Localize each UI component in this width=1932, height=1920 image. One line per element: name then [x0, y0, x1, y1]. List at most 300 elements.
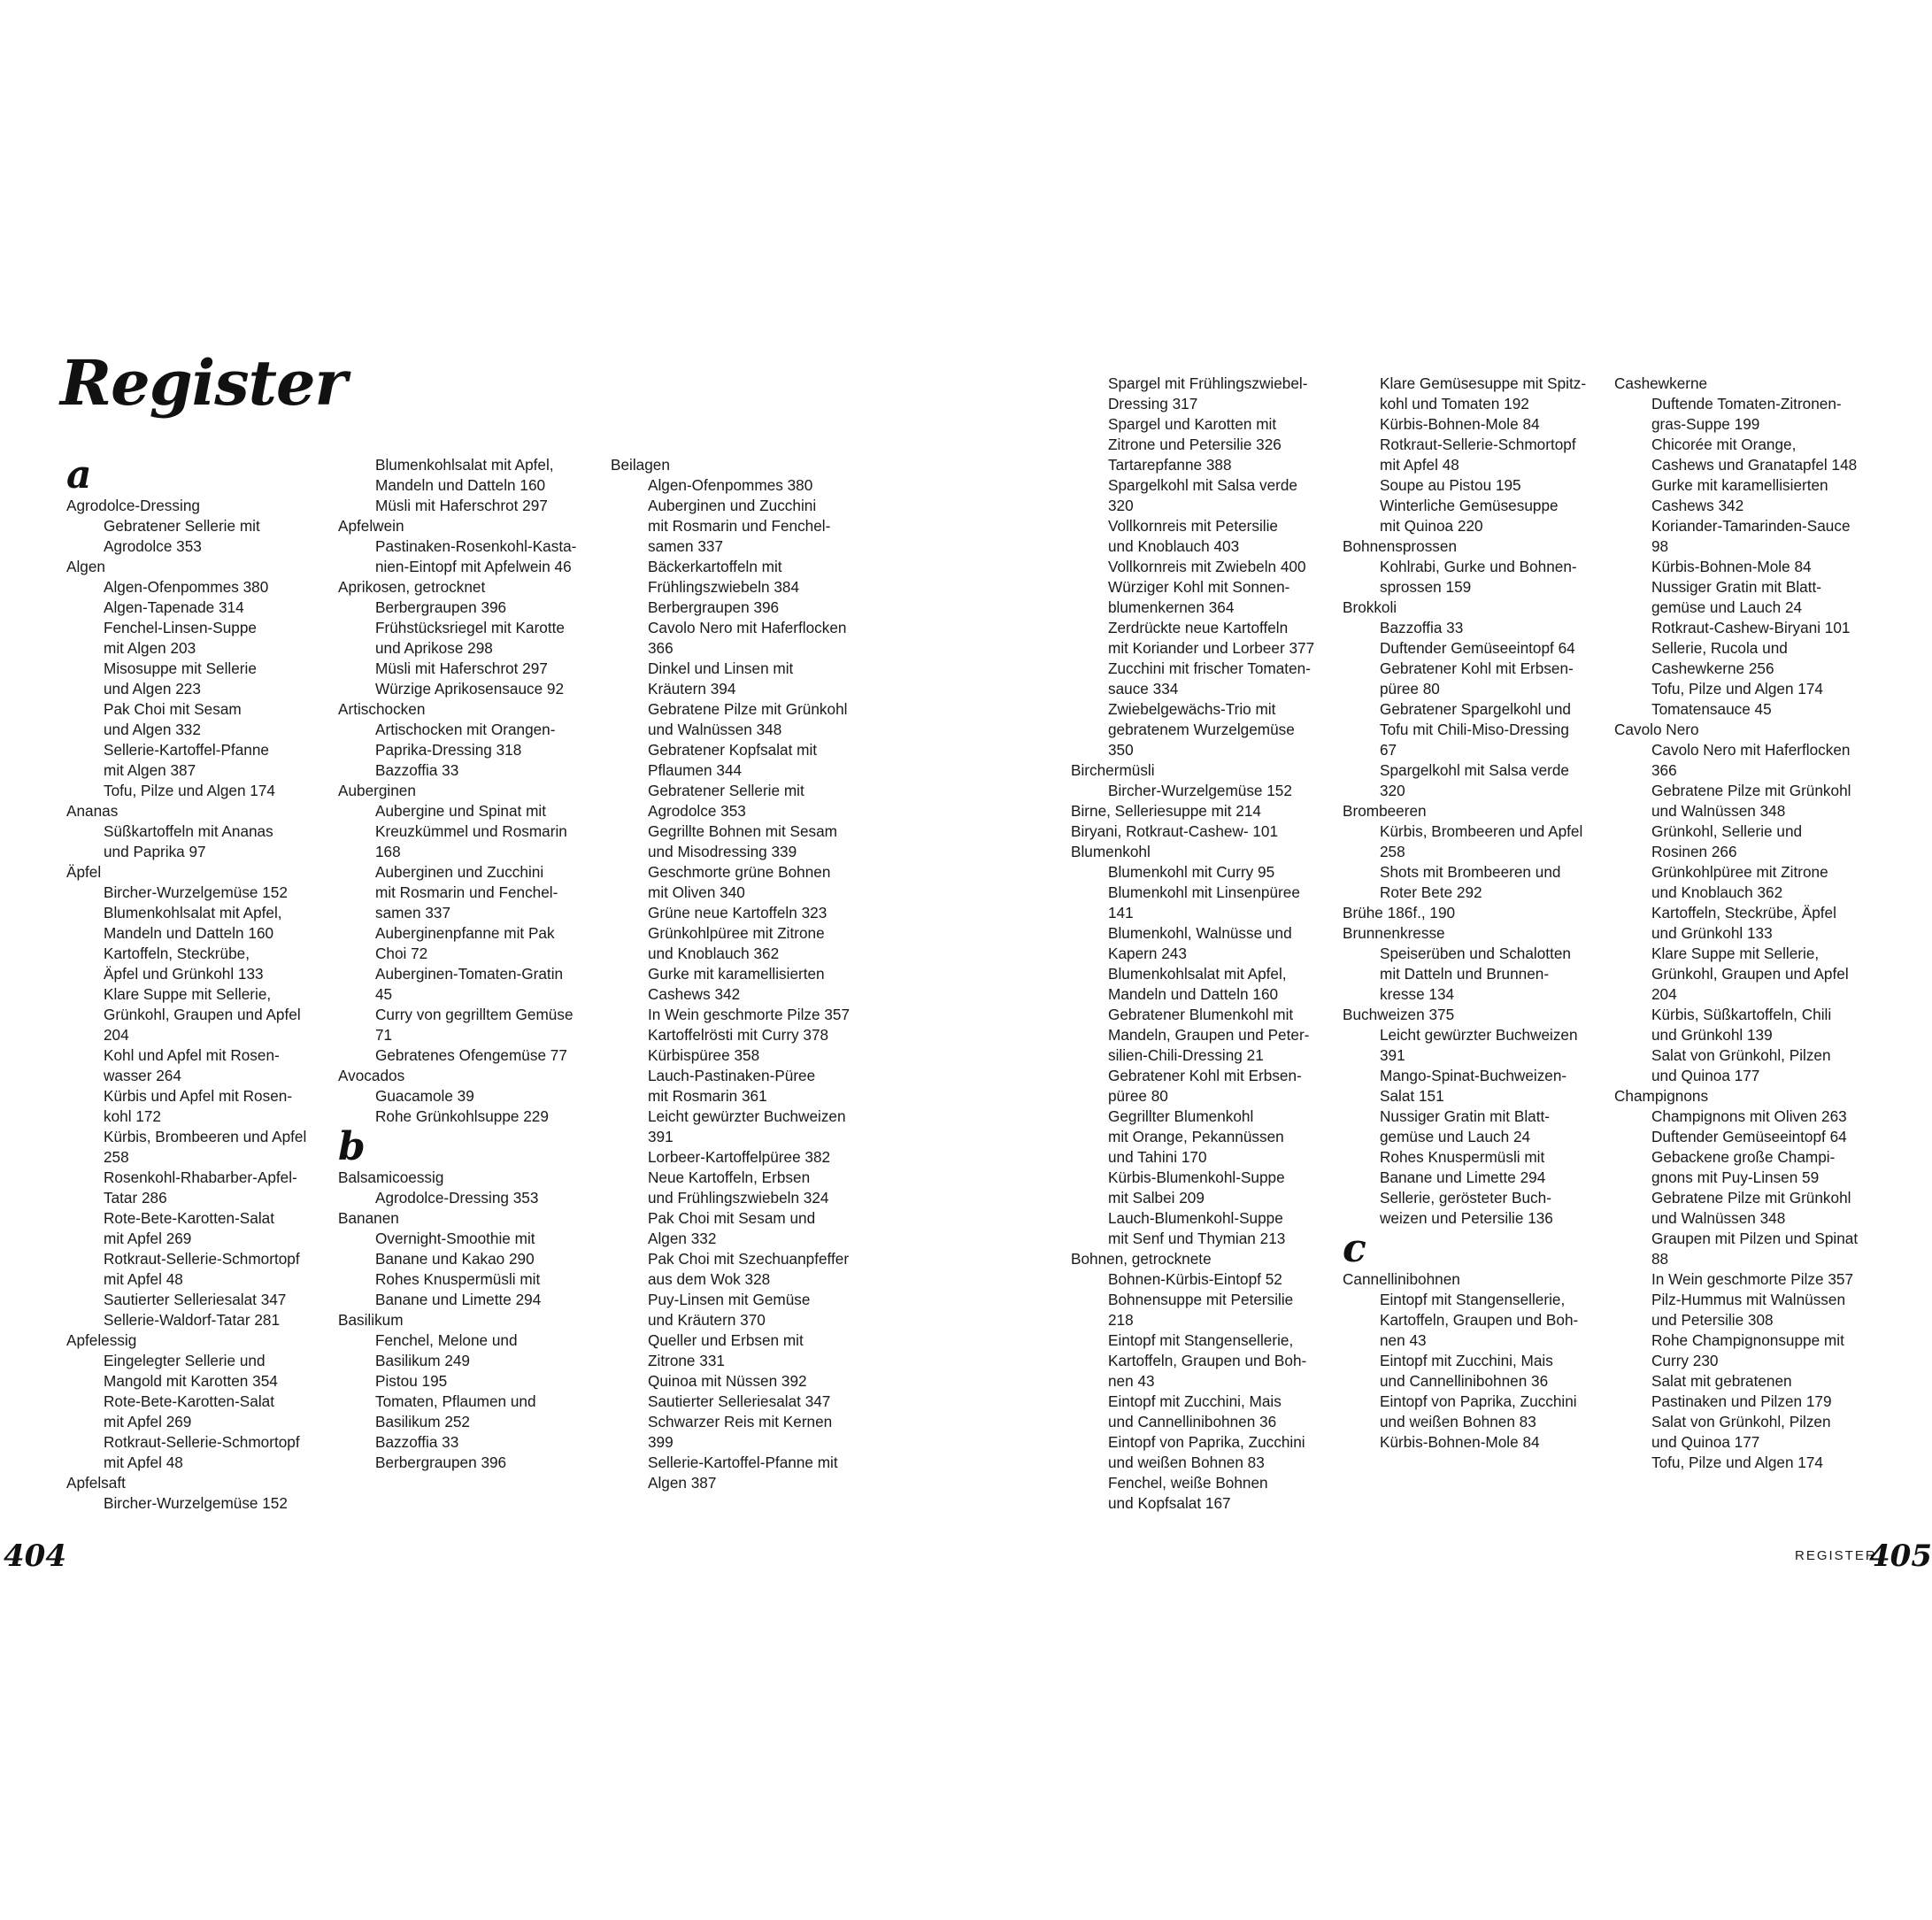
- index-sub-entry: Kartoffeln, Steckrübe, Äpfel: [1651, 904, 1836, 921]
- index-sub-entry: Blumenkohlsalat mit Apfel,: [104, 904, 282, 921]
- index-sub-entry: Duftender Gemüseeintopf 64: [1380, 639, 1575, 657]
- index-sub-entry: Mandeln und Datteln 160: [104, 924, 274, 942]
- index-sub-entry: Bircher-Wurzelgemüse 152: [104, 1494, 288, 1512]
- index-sub-entry: Aubergine und Spinat mit: [375, 802, 547, 820]
- index-sub-entry: Pastinaken und Pilzen 179: [1651, 1392, 1832, 1410]
- index-main-entry: Brunnenkresse: [1343, 924, 1445, 942]
- index-sub-entry: Berbergraupen 396: [648, 598, 780, 616]
- index-sub-entry: Mandeln und Datteln 160: [1108, 985, 1279, 1003]
- index-sub-entry: Süßkartoffeln mit Ananas: [104, 822, 273, 840]
- index-sub-entry: Curry 230: [1651, 1352, 1719, 1369]
- index-sub-entry: und weißen Bohnen 83: [1380, 1413, 1536, 1430]
- index-sub-entry: mit Rosmarin und Fenchel-: [648, 517, 831, 535]
- index-sub-entry: Cavolo Nero mit Haferflocken: [1651, 741, 1851, 759]
- index-sub-entry: Auberginen-Tomaten-Gratin: [375, 965, 564, 983]
- index-sub-entry: Gurke mit karamellisierten: [648, 965, 825, 983]
- index-sub-entry: Gegrillter Blumenkohl: [1108, 1107, 1254, 1125]
- index-sub-entry: Rosenkohl-Rhabarber-Apfel-: [104, 1168, 297, 1186]
- index-sub-entry: Gebratener Blumenkohl mit: [1108, 1006, 1294, 1023]
- index-sub-entry: und Walnüssen 348: [1651, 802, 1786, 820]
- index-sub-entry: Kohl und Apfel mit Rosen-: [104, 1046, 280, 1064]
- index-sub-entry: Zwiebelgewächs-Trio mit: [1108, 700, 1276, 718]
- index-main-entry: Ananas: [66, 802, 119, 820]
- index-sub-entry: Bircher-Wurzelgemüse 152: [1108, 782, 1292, 799]
- index-sub-entry: und Cannellinibohnen 36: [1380, 1372, 1549, 1390]
- index-sub-entry: Gebratenes Ofengemüse 77: [375, 1046, 567, 1064]
- index-main-entry: Apfelwein: [338, 517, 404, 535]
- index-sub-entry: 218: [1108, 1311, 1134, 1329]
- index-sub-entry: und Walnüssen 348: [648, 721, 782, 738]
- page-number-right: 405: [1869, 1538, 1932, 1574]
- index-sub-entry: Tomaten, Pflaumen und: [375, 1392, 536, 1410]
- index-sub-entry: 366: [1651, 761, 1677, 779]
- index-sub-entry: mit Algen 387: [104, 761, 196, 779]
- index-sub-entry: Cashews 342: [648, 985, 741, 1003]
- page-number-left: 404: [4, 1538, 66, 1574]
- index-sub-entry: Gegrillte Bohnen mit Sesam: [648, 822, 837, 840]
- index-main-entry: Agrodolce-Dressing: [66, 497, 200, 514]
- index-sub-entry: 320: [1380, 782, 1405, 799]
- index-sub-entry: 67: [1380, 741, 1397, 759]
- index-sub-entry: sprossen 159: [1380, 578, 1472, 596]
- index-sub-entry: püree 80: [1380, 680, 1440, 698]
- index-sub-entry: Klare Suppe mit Sellerie,: [1651, 945, 1820, 962]
- index-sub-entry: 204: [104, 1026, 129, 1044]
- index-sub-entry: Frühlingszwiebeln 384: [648, 578, 800, 596]
- index-sub-entry: mit Apfel 269: [104, 1413, 192, 1430]
- index-sub-entry: Klare Gemüsesuppe mit Spitz-: [1380, 374, 1587, 392]
- index-sub-entry: Kreuzkümmel und Rosmarin: [375, 822, 567, 840]
- index-sub-entry: Duftender Gemüseeintopf 64: [1651, 1128, 1847, 1145]
- index-main-entry: Bohnensprossen: [1343, 537, 1457, 555]
- index-sub-entry: Curry von gegrilltem Gemüse: [375, 1006, 573, 1023]
- index-sub-entry: Mango-Spinat-Buchweizen-: [1380, 1067, 1567, 1084]
- index-sub-entry: Pak Choi mit Szechuanpfeffer: [648, 1250, 850, 1268]
- index-sub-entry: Eintopf mit Zucchini, Mais: [1380, 1352, 1553, 1369]
- index-sub-entry: und Grünkohl 139: [1651, 1026, 1773, 1044]
- index-sub-entry: 45: [375, 985, 393, 1003]
- index-sub-entry: blumenkernen 364: [1108, 598, 1235, 616]
- index-sub-entry: nen 43: [1380, 1331, 1427, 1349]
- section-letter: c: [1343, 1226, 1366, 1271]
- index-sub-entry: Nussiger Gratin mit Blatt-: [1380, 1107, 1550, 1125]
- index-sub-entry: Auberginen und Zucchini: [648, 497, 817, 514]
- index-sub-entry: mit Apfel 269: [104, 1230, 192, 1247]
- index-sub-entry: Tofu, Pilze und Algen 174: [1651, 1453, 1823, 1471]
- index-column-2: [338, 455, 599, 1473]
- index-main-entry: Basilikum: [338, 1311, 404, 1329]
- index-sub-entry: Sellerie-Kartoffel-Pfanne mit: [648, 1453, 838, 1471]
- index-sub-entry: Leicht gewürzter Buchweizen: [648, 1107, 846, 1125]
- index-column-4: [1071, 374, 1332, 1514]
- index-main-entry: Apfelsaft: [66, 1474, 126, 1492]
- index-sub-entry: Soupe au Pistou 195: [1380, 476, 1521, 494]
- index-sub-entry: und Kopfsalat 167: [1108, 1494, 1231, 1512]
- index-sub-entry: Roter Bete 292: [1380, 883, 1482, 901]
- index-sub-entry: kresse 134: [1380, 985, 1455, 1003]
- index-sub-entry: Grüne neue Kartoffeln 323: [648, 904, 827, 921]
- index-sub-entry: und Grünkohl 133: [1651, 924, 1773, 942]
- index-sub-entry: gebratenem Wurzelgemüse: [1108, 721, 1295, 738]
- index-sub-entry: Kürbis, Brombeeren und Apfel: [104, 1128, 307, 1145]
- index-sub-entry: Pastinaken-Rosenkohl-Kasta-: [375, 537, 577, 555]
- index-sub-entry: Kürbis und Apfel mit Rosen-: [104, 1087, 293, 1105]
- index-sub-entry: Bazzoffia 33: [375, 761, 459, 779]
- page-title: Register: [60, 346, 347, 420]
- index-sub-entry: Neue Kartoffeln, Erbsen: [648, 1168, 811, 1186]
- index-sub-entry: und Walnüssen 348: [1651, 1209, 1786, 1227]
- index-sub-entry: Lauch-Pastinaken-Püree: [648, 1067, 816, 1084]
- index-sub-entry: In Wein geschmorte Pilze 357: [1651, 1270, 1854, 1288]
- index-sub-entry: Eingelegter Sellerie und: [104, 1352, 266, 1369]
- section-letter: b: [338, 1124, 366, 1169]
- index-sub-entry: Kartoffeln, Steckrübe,: [104, 945, 250, 962]
- index-sub-entry: Pak Choi mit Sesam: [104, 700, 242, 718]
- index-sub-entry: Geschmorte grüne Bohnen: [648, 863, 831, 881]
- index-sub-entry: Chicorée mit Orange,: [1651, 436, 1797, 453]
- index-main-entry: Cannellinibohnen: [1343, 1270, 1460, 1288]
- index-sub-entry: 391: [648, 1128, 674, 1145]
- index-sub-entry: mit Datteln und Brunnen-: [1380, 965, 1550, 983]
- index-sub-entry: kohl 172: [104, 1107, 161, 1125]
- index-sub-entry: Kürbis, Brombeeren und Apfel: [1380, 822, 1583, 840]
- index-main-entry: Biryani, Rotkraut-Cashew- 101: [1071, 822, 1279, 840]
- index-sub-entry: Gebackene große Champi-: [1651, 1148, 1836, 1166]
- index-column-6: [1614, 374, 1875, 1473]
- index-sub-entry: Gebratene Pilze mit Grünkohl: [648, 700, 848, 718]
- index-sub-entry: 350: [1108, 741, 1134, 759]
- index-sub-entry: Artischocken mit Orangen-: [375, 721, 556, 738]
- index-sub-entry: Agrodolce-Dressing 353: [375, 1189, 539, 1207]
- index-sub-entry: und Knoblauch 362: [648, 945, 780, 962]
- index-sub-entry: Rotkraut-Sellerie-Schmortopf: [1380, 436, 1576, 453]
- index-sub-entry: Rote-Bete-Karotten-Salat: [104, 1392, 274, 1410]
- index-column-5: [1343, 374, 1604, 1453]
- index-sub-entry: Tartarepfanne 388: [1108, 456, 1232, 474]
- index-sub-entry: nien-Eintopf mit Apfelwein 46: [375, 558, 572, 575]
- index-sub-entry: Kürbis, Süßkartoffeln, Chili: [1651, 1006, 1832, 1023]
- index-sub-entry: Äpfel und Grünkohl 133: [104, 965, 264, 983]
- index-sub-entry: und Quinoa 177: [1651, 1067, 1760, 1084]
- index-sub-entry: und Algen 223: [104, 680, 201, 698]
- index-sub-entry: 320: [1108, 497, 1134, 514]
- index-sub-entry: Gebratener Sellerie mit: [104, 517, 260, 535]
- index-sub-entry: Dressing 317: [1108, 395, 1198, 413]
- index-main-entry: Apfelessig: [66, 1331, 137, 1349]
- index-sub-entry: Tatar 286: [104, 1189, 167, 1207]
- index-sub-entry: 258: [1380, 843, 1405, 860]
- index-sub-entry: Tofu, Pilze und Algen 174: [1651, 680, 1823, 698]
- index-sub-entry: Würziger Kohl mit Sonnen-: [1108, 578, 1290, 596]
- index-sub-entry: Guacamole 39: [375, 1087, 474, 1105]
- index-sub-entry: Eintopf von Paprika, Zucchini: [1108, 1433, 1305, 1451]
- index-sub-entry: mit Oliven 340: [648, 883, 745, 901]
- index-sub-entry: Gebratener Sellerie mit: [648, 782, 804, 799]
- index-sub-entry: Rohes Knuspermüsli mit: [1380, 1148, 1545, 1166]
- index-sub-entry: mit Apfel 48: [1380, 456, 1459, 474]
- index-sub-entry: Rosinen 266: [1651, 843, 1737, 860]
- index-sub-entry: Klare Suppe mit Sellerie,: [104, 985, 272, 1003]
- index-sub-entry: Sellerie-Kartoffel-Pfanne: [104, 741, 269, 759]
- index-sub-entry: Algen-Ofenpommes 380: [648, 476, 813, 494]
- index-sub-entry: Algen-Tapenade 314: [104, 598, 244, 616]
- index-sub-entry: Banane und Limette 294: [375, 1291, 542, 1308]
- index-sub-entry: weizen und Petersilie 136: [1380, 1209, 1553, 1227]
- index-sub-entry: Kohlrabi, Gurke und Bohnen-: [1380, 558, 1577, 575]
- index-sub-entry: Salat von Grünkohl, Pilzen: [1651, 1413, 1831, 1430]
- index-sub-entry: Sautierter Selleriesalat 347: [104, 1291, 287, 1308]
- index-sub-entry: Spargelkohl mit Salsa verde: [1108, 476, 1297, 494]
- index-sub-entry: 366: [648, 639, 674, 657]
- index-sub-entry: Fenchel, weiße Bohnen: [1108, 1474, 1268, 1492]
- index-sub-entry: mit Quinoa 220: [1380, 517, 1483, 535]
- section-letter: a: [66, 452, 92, 497]
- index-sub-entry: Spargelkohl mit Salsa verde: [1380, 761, 1569, 779]
- index-column-3: [611, 455, 872, 1493]
- index-sub-entry: Grünkohl, Graupen und Apfel: [1651, 965, 1849, 983]
- index-sub-entry: Duftende Tomaten-Zitronen-: [1651, 395, 1842, 413]
- index-sub-entry: Tofu, Pilze und Algen 174: [104, 782, 275, 799]
- index-main-entry: Bananen: [338, 1209, 399, 1227]
- index-sub-entry: Spargel mit Frühlingszwiebel-: [1108, 374, 1308, 392]
- index-main-entry: Auberginen: [338, 782, 416, 799]
- index-sub-entry: Pistou 195: [375, 1372, 448, 1390]
- index-sub-entry: Salat von Grünkohl, Pilzen: [1651, 1046, 1831, 1064]
- index-sub-entry: Berbergraupen 396: [375, 598, 507, 616]
- index-sub-entry: Mandeln, Graupen und Peter-: [1108, 1026, 1310, 1044]
- index-main-entry: Birchermüsli: [1071, 761, 1155, 779]
- index-sub-entry: Salat 151: [1380, 1087, 1444, 1105]
- index-sub-entry: und Kräutern 370: [648, 1311, 766, 1329]
- index-sub-entry: und Algen 332: [104, 721, 201, 738]
- index-main-entry: Cashewkerne: [1614, 374, 1708, 392]
- index-main-entry: Äpfel: [66, 863, 102, 881]
- index-sub-entry: Würzige Aprikosensauce 92: [375, 680, 565, 698]
- index-sub-entry: Leicht gewürzter Buchweizen: [1380, 1026, 1578, 1044]
- index-sub-entry: Tofu mit Chili-Miso-Dressing: [1380, 721, 1569, 738]
- index-sub-entry: und Frühlingszwiebeln 324: [648, 1189, 829, 1207]
- index-sub-entry: mit Apfel 48: [104, 1453, 183, 1471]
- index-sub-entry: und Tahini 170: [1108, 1148, 1207, 1166]
- index-sub-entry: 204: [1651, 985, 1677, 1003]
- index-sub-entry: Zitrone 331: [648, 1352, 725, 1369]
- index-sub-entry: Lorbeer-Kartoffelpüree 382: [648, 1148, 831, 1166]
- index-main-entry: Bohnen, getrocknete: [1071, 1250, 1212, 1268]
- index-sub-entry: Sellerie, Rucola und: [1651, 639, 1788, 657]
- running-head: REGISTER: [1795, 1548, 1877, 1563]
- index-sub-entry: sauce 334: [1108, 680, 1179, 698]
- index-sub-entry: Eintopf von Paprika, Zucchini: [1380, 1392, 1577, 1410]
- index-sub-entry: Shots mit Brombeeren und: [1380, 863, 1561, 881]
- index-sub-entry: 391: [1380, 1046, 1405, 1064]
- index-sub-entry: Rohe Champignonsuppe mit: [1651, 1331, 1844, 1349]
- index-sub-entry: Nussiger Gratin mit Blatt-: [1651, 578, 1821, 596]
- index-sub-entry: Kräutern 394: [648, 680, 736, 698]
- index-column-1: [66, 452, 327, 1514]
- index-sub-entry: und Misodressing 339: [648, 843, 797, 860]
- index-sub-entry: Vollkornreis mit Zwiebeln 400: [1108, 558, 1306, 575]
- index-sub-entry: Eintopf mit Zucchini, Mais: [1108, 1392, 1282, 1410]
- index-sub-entry: Sautierter Selleriesalat 347: [648, 1392, 831, 1410]
- index-main-entry: Artischocken: [338, 700, 426, 718]
- index-main-entry: Beilagen: [611, 456, 670, 474]
- index-sub-entry: Kürbispüree 358: [648, 1046, 760, 1064]
- index-sub-entry: Agrodolce 353: [648, 802, 746, 820]
- index-sub-entry: 399: [648, 1433, 674, 1451]
- index-main-entry: Aprikosen, getrocknet: [338, 578, 486, 596]
- index-main-entry: Brombeeren: [1343, 802, 1427, 820]
- index-sub-entry: Gebratener Kopfsalat mit: [648, 741, 818, 759]
- index-main-entry: Brokkoli: [1343, 598, 1397, 616]
- index-sub-entry: Auberginen und Zucchini: [375, 863, 544, 881]
- index-sub-entry: Bircher-Wurzelgemüse 152: [104, 883, 288, 901]
- index-sub-entry: Banane und Limette 294: [1380, 1168, 1546, 1186]
- index-sub-entry: Zerdrückte neue Kartoffeln: [1108, 619, 1289, 636]
- index-sub-entry: Cashews und Granatapfel 148: [1651, 456, 1858, 474]
- index-sub-entry: kohl und Tomaten 192: [1380, 395, 1529, 413]
- index-sub-entry: Basilikum 249: [375, 1352, 470, 1369]
- index-sub-entry: Agrodolce 353: [104, 537, 202, 555]
- index-sub-entry: Schwarzer Reis mit Kernen: [648, 1413, 833, 1430]
- index-sub-entry: Blumenkohlsalat mit Apfel,: [1108, 965, 1287, 983]
- index-sub-entry: Basilikum 252: [375, 1413, 470, 1430]
- index-sub-entry: 258: [104, 1148, 129, 1166]
- index-sub-entry: samen 337: [375, 904, 451, 921]
- index-sub-entry: Cavolo Nero mit Haferflocken: [648, 619, 847, 636]
- index-sub-entry: mit Salbei 209: [1108, 1189, 1205, 1207]
- index-sub-entry: und Knoblauch 362: [1651, 883, 1783, 901]
- index-main-entry: Algen: [66, 558, 105, 575]
- index-sub-entry: samen 337: [648, 537, 724, 555]
- index-sub-entry: Rote-Bete-Karotten-Salat: [104, 1209, 274, 1227]
- index-sub-entry: Eintopf mit Stangensellerie,: [1108, 1331, 1294, 1349]
- index-sub-entry: Kürbis-Bohnen-Mole 84: [1651, 558, 1812, 575]
- index-sub-entry: Berbergraupen 396: [375, 1453, 507, 1471]
- index-main-entry: Avocados: [338, 1067, 405, 1084]
- index-sub-entry: Overnight-Smoothie mit: [375, 1230, 535, 1247]
- index-sub-entry: Rotkraut-Sellerie-Schmortopf: [104, 1433, 300, 1451]
- index-sub-entry: Algen 387: [648, 1474, 717, 1492]
- index-sub-entry: Gebratene Pilze mit Grünkohl: [1651, 1189, 1851, 1207]
- index-sub-entry: Sellerie-Waldorf-Tatar 281: [104, 1311, 281, 1329]
- index-main-entry: Cavolo Nero: [1614, 721, 1699, 738]
- index-sub-entry: Bazzoffia 33: [375, 1433, 459, 1451]
- index-sub-entry: Grünkohlpüree mit Zitrone: [1651, 863, 1828, 881]
- index-sub-entry: und Petersilie 308: [1651, 1311, 1774, 1329]
- index-sub-entry: 168: [375, 843, 401, 860]
- index-sub-entry: Eintopf mit Stangensellerie,: [1380, 1291, 1566, 1308]
- index-sub-entry: Vollkornreis mit Petersilie: [1108, 517, 1278, 535]
- index-sub-entry: mit Rosmarin und Fenchel-: [375, 883, 558, 901]
- index-sub-entry: Bohnen-Kürbis-Eintopf 52: [1108, 1270, 1282, 1288]
- index-sub-entry: Grünkohl, Graupen und Apfel: [104, 1006, 301, 1023]
- index-sub-entry: mit Orange, Pekannüssen: [1108, 1128, 1284, 1145]
- index-sub-entry: Pilz-Hummus mit Walnüssen: [1651, 1291, 1846, 1308]
- index-sub-entry: Kartoffelrösti mit Curry 378: [648, 1026, 829, 1044]
- index-sub-entry: Queller und Erbsen mit: [648, 1331, 804, 1349]
- index-sub-entry: 98: [1651, 537, 1669, 555]
- index-sub-entry: Müsli mit Haferschrot 297: [375, 659, 548, 677]
- index-sub-entry: Champignons mit Oliven 263: [1651, 1107, 1847, 1125]
- index-sub-entry: Mangold mit Karotten 354: [104, 1372, 278, 1390]
- index-sub-entry: mit Algen 203: [104, 639, 196, 657]
- index-sub-entry: Lauch-Blumenkohl-Suppe: [1108, 1209, 1283, 1227]
- index-sub-entry: Pflaumen 344: [648, 761, 743, 779]
- index-sub-entry: und Knoblauch 403: [1108, 537, 1240, 555]
- index-sub-entry: Puy-Linsen mit Gemüse: [648, 1291, 811, 1308]
- index-sub-entry: Bäckerkartoffeln mit: [648, 558, 782, 575]
- index-sub-entry: Blumenkohl, Walnüsse und: [1108, 924, 1292, 942]
- index-sub-entry: Rotkraut-Sellerie-Schmortopf: [104, 1250, 300, 1268]
- index-sub-entry: und Paprika 97: [104, 843, 206, 860]
- index-sub-entry: Kapern 243: [1108, 945, 1187, 962]
- index-sub-entry: Sellerie, gerösteter Buch-: [1380, 1189, 1551, 1207]
- index-sub-entry: wasser 264: [104, 1067, 181, 1084]
- index-sub-entry: mit Rosmarin 361: [648, 1087, 767, 1105]
- index-sub-entry: mit Koriander und Lorbeer 377: [1108, 639, 1315, 657]
- index-sub-entry: Rohes Knuspermüsli mit: [375, 1270, 541, 1288]
- index-sub-entry: gemüse und Lauch 24: [1651, 598, 1803, 616]
- index-sub-entry: Winterliche Gemüsesuppe: [1380, 497, 1559, 514]
- index-sub-entry: Salat mit gebratenen: [1651, 1372, 1792, 1390]
- index-sub-entry: aus dem Wok 328: [648, 1270, 771, 1288]
- index-sub-entry: Grünkohl, Sellerie und: [1651, 822, 1803, 840]
- index-main-entry: Balsamicoessig: [338, 1168, 444, 1186]
- index-sub-entry: Quinoa mit Nüssen 392: [648, 1372, 807, 1390]
- index-sub-entry: Fenchel-Linsen-Suppe: [104, 619, 257, 636]
- index-sub-entry: silien-Chili-Dressing 21: [1108, 1046, 1264, 1064]
- index-sub-entry: mit Apfel 48: [104, 1270, 183, 1288]
- index-sub-entry: Banane und Kakao 290: [375, 1250, 535, 1268]
- index-sub-entry: Kürbis-Blumenkohl-Suppe: [1108, 1168, 1285, 1186]
- index-sub-entry: mit Senf und Thymian 213: [1108, 1230, 1286, 1247]
- index-sub-entry: Kürbis-Bohnen-Mole 84: [1380, 415, 1540, 433]
- index-sub-entry: Mandeln und Datteln 160: [375, 476, 546, 494]
- index-sub-entry: Rotkraut-Cashew-Biryani 101: [1651, 619, 1851, 636]
- index-sub-entry: Müsli mit Haferschrot 297: [375, 497, 548, 514]
- index-sub-entry: Blumenkohl mit Linsenpüree: [1108, 883, 1300, 901]
- index-main-entry: Brühe 186f., 190: [1343, 904, 1456, 921]
- index-sub-entry: Blumenkohl mit Curry 95: [1108, 863, 1275, 881]
- index-sub-entry: gras-Suppe 199: [1651, 415, 1760, 433]
- index-sub-entry: Kartoffeln, Graupen und Boh-: [1108, 1352, 1307, 1369]
- index-sub-entry: Pak Choi mit Sesam und: [648, 1209, 816, 1227]
- index-sub-entry: Paprika-Dressing 318: [375, 741, 522, 759]
- index-sub-entry: und weißen Bohnen 83: [1108, 1453, 1265, 1471]
- index-sub-entry: püree 80: [1108, 1087, 1168, 1105]
- index-sub-entry: Gebratener Spargelkohl und: [1380, 700, 1571, 718]
- index-sub-entry: Gebratener Kohl mit Erbsen-: [1108, 1067, 1302, 1084]
- index-sub-entry: gnons mit Puy-Linsen 59: [1651, 1168, 1820, 1186]
- index-sub-entry: Cashewkerne 256: [1651, 659, 1774, 677]
- index-sub-entry: 88: [1651, 1250, 1669, 1268]
- index-sub-entry: Algen 332: [648, 1230, 717, 1247]
- index-sub-entry: Spargel und Karotten mit: [1108, 415, 1277, 433]
- index-sub-entry: Gebratene Pilze mit Grünkohl: [1651, 782, 1851, 799]
- index-main-entry: Blumenkohl: [1071, 843, 1151, 860]
- index-main-entry: Buchweizen 375: [1343, 1006, 1455, 1023]
- index-sub-entry: Choi 72: [375, 945, 428, 962]
- index-sub-entry: Graupen mit Pilzen und Spinat: [1651, 1230, 1859, 1247]
- index-sub-entry: gemüse und Lauch 24: [1380, 1128, 1531, 1145]
- index-main-entry: Birne, Selleriesuppe mit 214: [1071, 802, 1261, 820]
- index-sub-entry: Dinkel und Linsen mit: [648, 659, 794, 677]
- index-sub-entry: Bazzoffia 33: [1380, 619, 1464, 636]
- index-sub-entry: Fenchel, Melone und: [375, 1331, 518, 1349]
- index-sub-entry: Blumenkohlsalat mit Apfel,: [375, 456, 554, 474]
- index-sub-entry: Zucchini mit frischer Tomaten-: [1108, 659, 1311, 677]
- index-sub-entry: 71: [375, 1026, 393, 1044]
